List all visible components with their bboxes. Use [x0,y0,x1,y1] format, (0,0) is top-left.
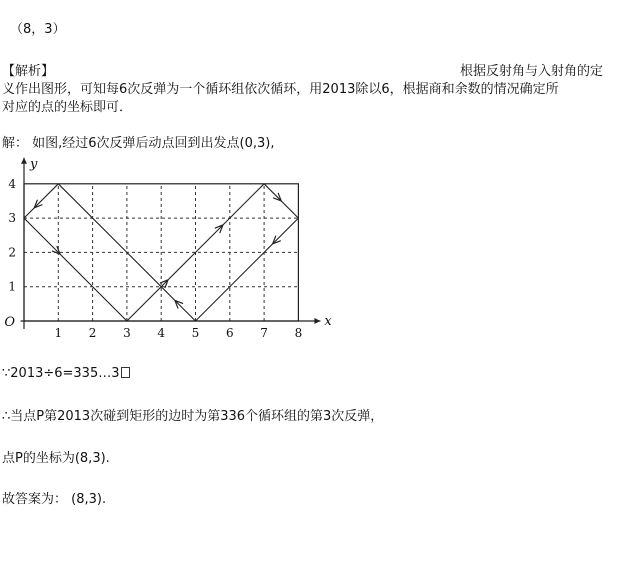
bounce-segment [264,184,298,218]
x-tick-label: 2 [88,326,97,340]
bounce-segment [24,184,58,218]
bounce-segment [196,218,299,321]
y-axis-label: y [30,156,38,172]
x-tick-label: 8 [294,326,303,340]
calc-line [2,366,130,381]
point-coordinate: 点P的坐标为(8,3). [2,451,110,466]
x-tick-label: 4 [157,326,166,340]
answer-top: （8，3） [10,22,66,37]
origin-label: O [4,315,15,330]
analysis-line-3: 对应的点的坐标即可． [2,100,133,115]
y-tick-label: 3 [8,211,16,226]
box-glyph [121,367,130,378]
x-axis-arrow [314,318,320,324]
y-axis-arrow [21,158,27,164]
dashed-grid [24,184,298,321]
solution-intro: 解： 如图,经过6次反弹后动点回到出发点(0,3), [2,136,275,151]
reflection-figure [0,145,340,345]
final-answer: 故答案为： (8,3). [2,492,107,507]
analysis-line-1: 根据反射角与入射角的定 [460,64,604,79]
conclusion-statement: ∴当点P第2013次碰到矩形的边时为第336个循环组的第3次反弹， [2,409,384,424]
analysis-heading: 【解析】 [2,64,55,79]
x-tick-label: 6 [225,326,234,340]
x-tick-label: 7 [260,326,268,340]
x-tick-label: 3 [123,326,131,340]
calc-text: ∵2013÷6=335…3 [2,366,120,381]
y-tick-label: 1 [8,279,16,294]
x-axis-label: x [324,314,332,329]
bounce-segment [24,218,127,321]
y-tick-label: 4 [8,176,16,191]
x-tick-label: 5 [191,326,200,340]
x-tick-label: 1 [54,326,63,340]
analysis-line-2: 义作出图形，可知每6次反弹为一个循环组依次循环，用2013除以6，根据商和余数的情况确定所 [2,82,559,97]
y-tick-label: 2 [8,245,16,260]
